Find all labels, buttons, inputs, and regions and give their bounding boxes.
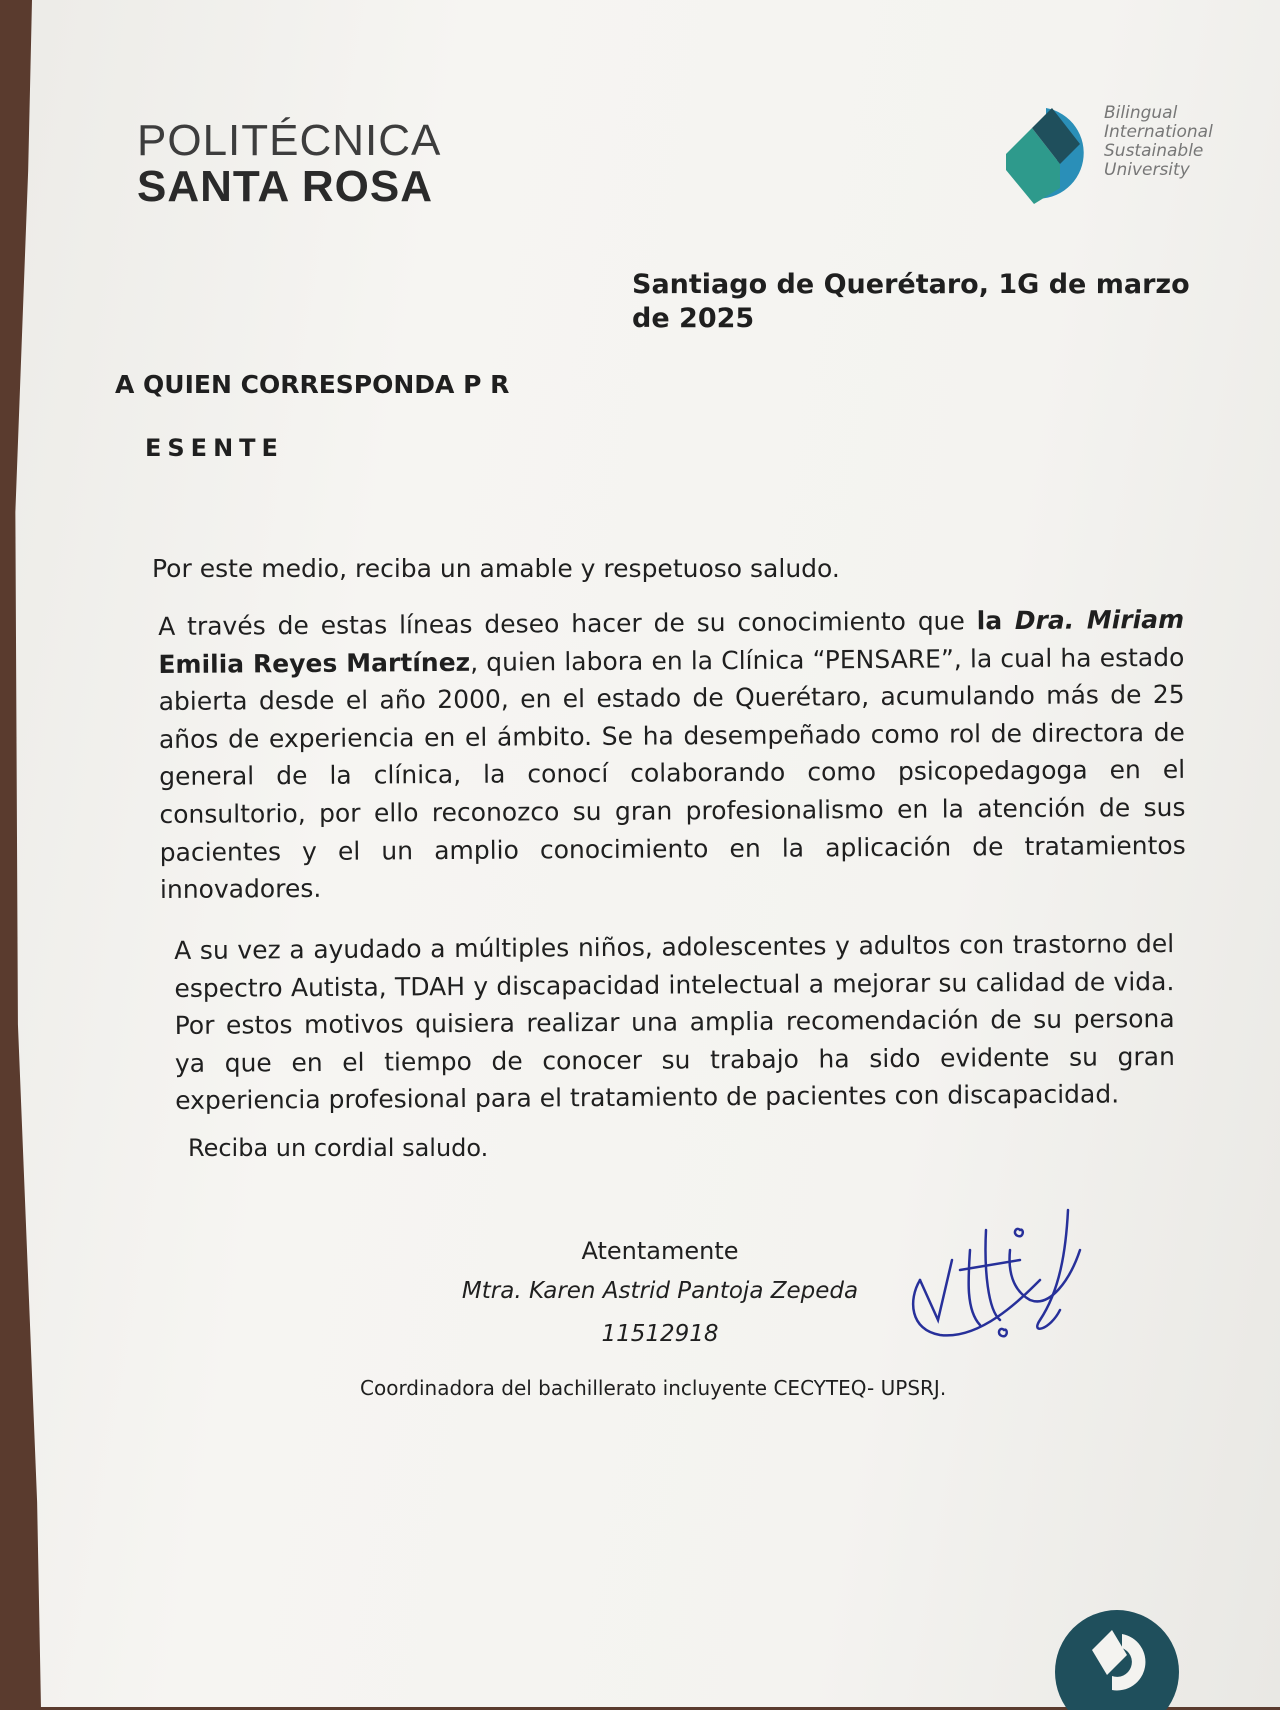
paragraph-1-text: A través de estas líneas deseo hacer de su conocimiento que <box>158 606 977 641</box>
politecnica-logo <box>137 118 441 210</box>
logo-text-line: Sustainable <box>1104 141 1204 161</box>
signer-id: 11512918 <box>601 1321 719 1347</box>
recipient-line-2: ESENTE <box>145 434 284 462</box>
logo-line-2: SANTA ROSA <box>137 162 433 212</box>
recipient-line-1: A QUIEN CORRESPONDA P R <box>115 370 510 399</box>
logo-right-text <box>1104 104 1213 180</box>
university-logo <box>1000 100 1230 210</box>
paragraph-1-bold: la <box>976 606 1015 636</box>
signature-block <box>380 1234 940 1354</box>
paragraph-1 <box>158 601 1186 909</box>
greeting: Por este medio, reciba un amable y respetuoso saludo. <box>152 554 840 583</box>
logo-text-line: International <box>1104 122 1213 142</box>
doctor-name-italic: Dra. Miriam <box>1014 604 1185 636</box>
up-logo-icon <box>1000 100 1100 210</box>
letter-date: Santiago de Querétaro, 1G de marzo de 2025 <box>632 269 1190 334</box>
doctor-name-bold: Emilia Reyes Martínez <box>158 647 471 679</box>
paragraph-1-rest: , quien labora en la Clínica “PENSARE”, la cual ha estado abierta desde el año 2000, en el estado de Querétaro, acumulando más de 25 años de experiencia en el ámbito. Se ha desempeñado como rol de directora de general de la clínica, la conocí colaborando como psicopedagoga en el consultorio, por ello reconozco su gran profesionalismo en la atención de sus pacientes y el un amplio conocimiento en la aplicación de tratamientos innovadores. <box>158 642 1186 905</box>
logo-line-1: POLITÉCNICA <box>137 116 442 165</box>
footer-logo-icon <box>1052 1610 1182 1710</box>
signer-name: Mtra. Karen Astrid Pantoja Zepeda <box>461 1278 859 1304</box>
logo-text-line: University <box>1104 160 1190 180</box>
atentamente: Atentamente <box>581 1237 739 1265</box>
closing: Reciba un cordial saludo. <box>188 1134 489 1162</box>
logo-text-line: Bilingual <box>1104 103 1178 123</box>
signer-role: Coordinadora del bachillerato incluyente CECYTEQ- UPSRJ. <box>360 1376 947 1400</box>
paragraph-2: A su vez a ayudado a múltiples niños, adolescentes y adultos con trastorno del espectro Autista, TDAH y discapacidad intelectual a mejorar su calidad de vida. Por estos motivos quisiera realizar una amplia recomendación de su persona ya que en el tiempo de conocer su trabajo ha sido evidente su gran experiencia profesional para el tratamiento de pacientes con discapacidad. <box>174 929 1175 1116</box>
handwritten-signature <box>900 1190 1100 1350</box>
